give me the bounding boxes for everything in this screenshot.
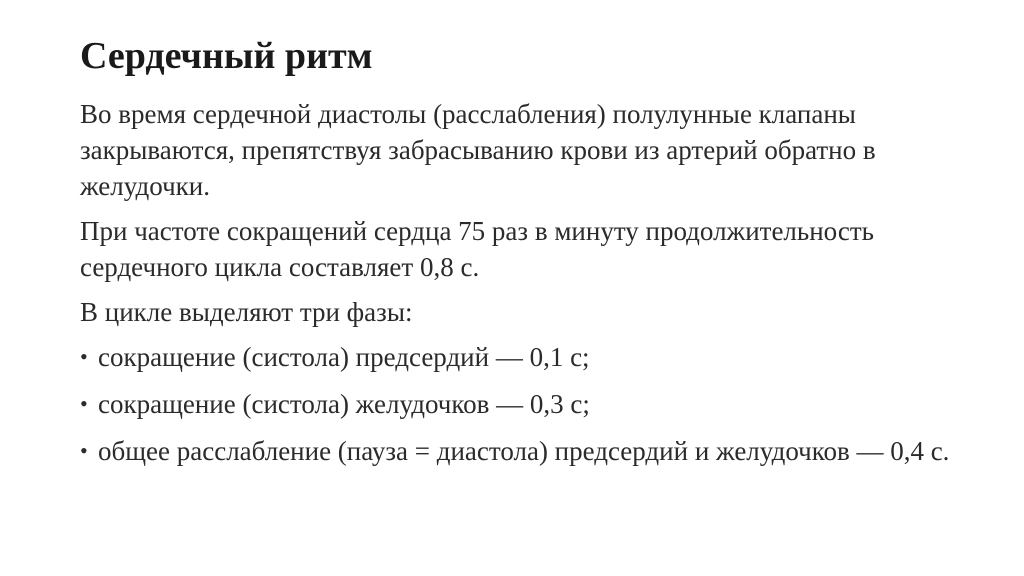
paragraph-diastole: Во время сердечной диастолы (расслабления) полулунные клапаны закрываются, препятствуя забрасыванию крови из артерий обратно в желудочки. [80,99,876,201]
bullet-item-general-relaxation [80,433,960,469]
bullet-icon: • [80,344,88,369]
bullet-text: сокращение (систола) предсердий — 0,1 с; [98,342,590,372]
bullet-text: сокращение (систола) желудочков — 0,3 с; [98,389,590,419]
paragraph-phases-intro: В цикле выделяют три фазы: [80,297,413,327]
bullet-icon: • [80,391,88,416]
bullet-text: общее расслабление (пауза = диастола) предсердий и желудочков — 0,4 с. [98,436,950,466]
bullet-item-ventricular-systole [80,386,960,422]
paragraph-cycle-duration: При частоте сокращений сердца 75 раз в минуту продолжительность сердечного цикла составляет 0,8 с. [80,216,874,282]
bullet-item-atrial-systole [80,339,960,375]
slide-title: Сердечный ритм [80,35,373,77]
bullet-icon: • [80,438,88,463]
slide-body [80,96,960,480]
